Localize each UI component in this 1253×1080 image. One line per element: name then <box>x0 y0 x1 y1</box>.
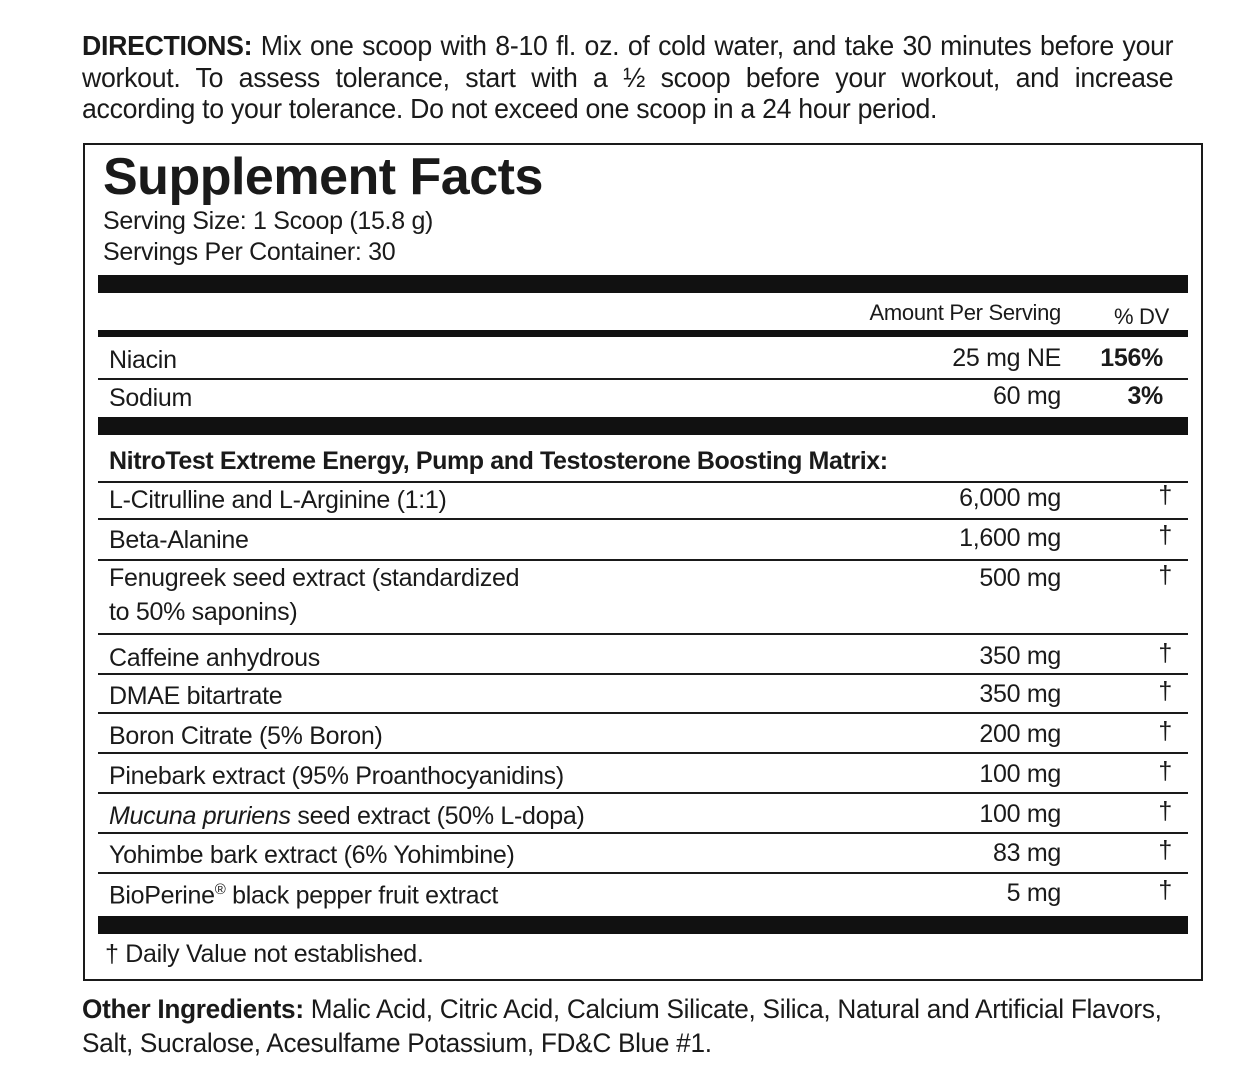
ingredient-amount: 83 mg <box>993 839 1061 867</box>
servings-per-container: Servings Per Container: 30 <box>103 238 396 266</box>
ingredient-name: Pinebark extract (95% Proanthocyanidins) <box>109 762 564 790</box>
divider-thick <box>98 275 1188 293</box>
ingredient-row <box>109 559 1187 635</box>
directions-text <box>82 30 1173 125</box>
ingredient-row <box>109 637 1187 677</box>
supplement-facts-title: Supplement Facts <box>103 148 543 206</box>
footnote: † Daily Value not established. <box>105 940 424 968</box>
row-divider <box>98 712 1188 714</box>
ingredient-name: Fenugreek seed extract (standardized <box>109 564 520 592</box>
row-divider <box>98 752 1188 754</box>
ingredient-name: DMAE bitartrate <box>109 682 283 710</box>
nutrient-amount: 60 mg <box>993 382 1061 410</box>
ingredient-amount: 350 mg <box>979 642 1061 670</box>
nutrient-name: Niacin <box>109 346 177 374</box>
nutrient-amount: 25 mg NE <box>952 344 1061 372</box>
ingredient-name: black pepper fruit extract <box>225 881 499 910</box>
ingredient-name: Yohimbe bark extract (6% Yohimbine) <box>109 841 515 869</box>
dagger-mark: † <box>1158 639 1172 667</box>
ingredient-name: Boron Citrate (5% Boron) <box>109 722 383 750</box>
ingredient-name-italic: Mucuna pruriens <box>109 802 291 830</box>
divider-thick <box>98 916 1188 934</box>
ingredient-row <box>109 519 1187 559</box>
ingredient-row <box>109 675 1187 715</box>
dagger-mark: † <box>1158 521 1172 549</box>
directions-body: Mix one scoop with 8-10 fl. oz. of cold water, and take 30 minutes before your workout. To assess tolerance, start with a ½ scoop before your workout, and increase according to your tolerance. Do not exceed one scoop in a 24 hour period. <box>82 30 1174 124</box>
other-ingredients-label: Other Ingredients: <box>82 994 304 1024</box>
ingredient-amount: 500 mg <box>979 564 1061 592</box>
ingredient-name: Beta-Alanine <box>109 526 249 554</box>
ingredient-row <box>109 479 1187 519</box>
directions-label: DIRECTIONS: <box>82 30 253 61</box>
ingredient-amount: 200 mg <box>979 720 1061 748</box>
nutrient-dv: 3% <box>1127 382 1163 410</box>
ingredient-name: L-Citrulline and L-Arginine (1:1) <box>109 486 447 514</box>
dv-header: % DV <box>1113 304 1169 329</box>
nutrient-row <box>109 339 1187 379</box>
row-divider <box>98 792 1188 794</box>
ingredient-row <box>109 715 1187 755</box>
ingredient-name: Caffeine anhydrous <box>109 644 320 672</box>
nutrient-row <box>109 377 1187 417</box>
dagger-mark: † <box>1158 757 1172 785</box>
other-ingredients-body: Malic Acid, Citric Acid, Calcium Silicate, Silica, Natural and Artificial Flavors, Salt, Sucralose, Acesulfame Potassium, FD&C Blue #1. <box>82 994 1162 1058</box>
dagger-mark: † <box>1158 836 1172 864</box>
dagger-mark: † <box>1158 561 1172 589</box>
dagger-mark: † <box>1158 717 1172 745</box>
ingredient-amount: 5 mg <box>1006 879 1061 907</box>
amount-per-serving-header: Amount Per Serving <box>869 300 1061 325</box>
divider-medium <box>98 330 1188 337</box>
ingredient-amount: 350 mg <box>979 680 1061 708</box>
supplement-facts-panel <box>83 143 1203 981</box>
dagger-mark: † <box>1158 481 1172 509</box>
ingredient-brand: BioPerine <box>109 881 215 910</box>
dagger-mark: † <box>1158 876 1172 904</box>
ingredient-row <box>109 874 1187 914</box>
ingredient-amount: 6,000 mg <box>959 484 1061 512</box>
nutrient-dv: 156% <box>1100 344 1163 372</box>
ingredient-row <box>109 755 1187 795</box>
divider-thick <box>98 417 1188 435</box>
other-ingredients <box>82 992 1183 1060</box>
ingredient-amount: 1,600 mg <box>959 524 1061 552</box>
ingredient-amount: 100 mg <box>979 800 1061 828</box>
dagger-mark: † <box>1158 677 1172 705</box>
serving-size: Serving Size: 1 Scoop (15.8 g) <box>103 207 434 235</box>
ingredient-name-continued: to 50% saponins) <box>109 598 298 626</box>
matrix-title: NitroTest Extreme Energy, Pump and Testosterone Boosting Matrix: <box>109 447 888 475</box>
nutrient-name: Sodium <box>109 384 192 412</box>
ingredient-row <box>109 834 1187 874</box>
row-divider <box>98 633 1188 635</box>
ingredient-amount: 100 mg <box>979 760 1061 788</box>
ingredient-row <box>109 795 1187 835</box>
dagger-mark: † <box>1158 797 1172 825</box>
registered-mark: ® <box>214 881 226 898</box>
ingredient-name: seed extract (50% L-dopa) <box>290 802 585 830</box>
